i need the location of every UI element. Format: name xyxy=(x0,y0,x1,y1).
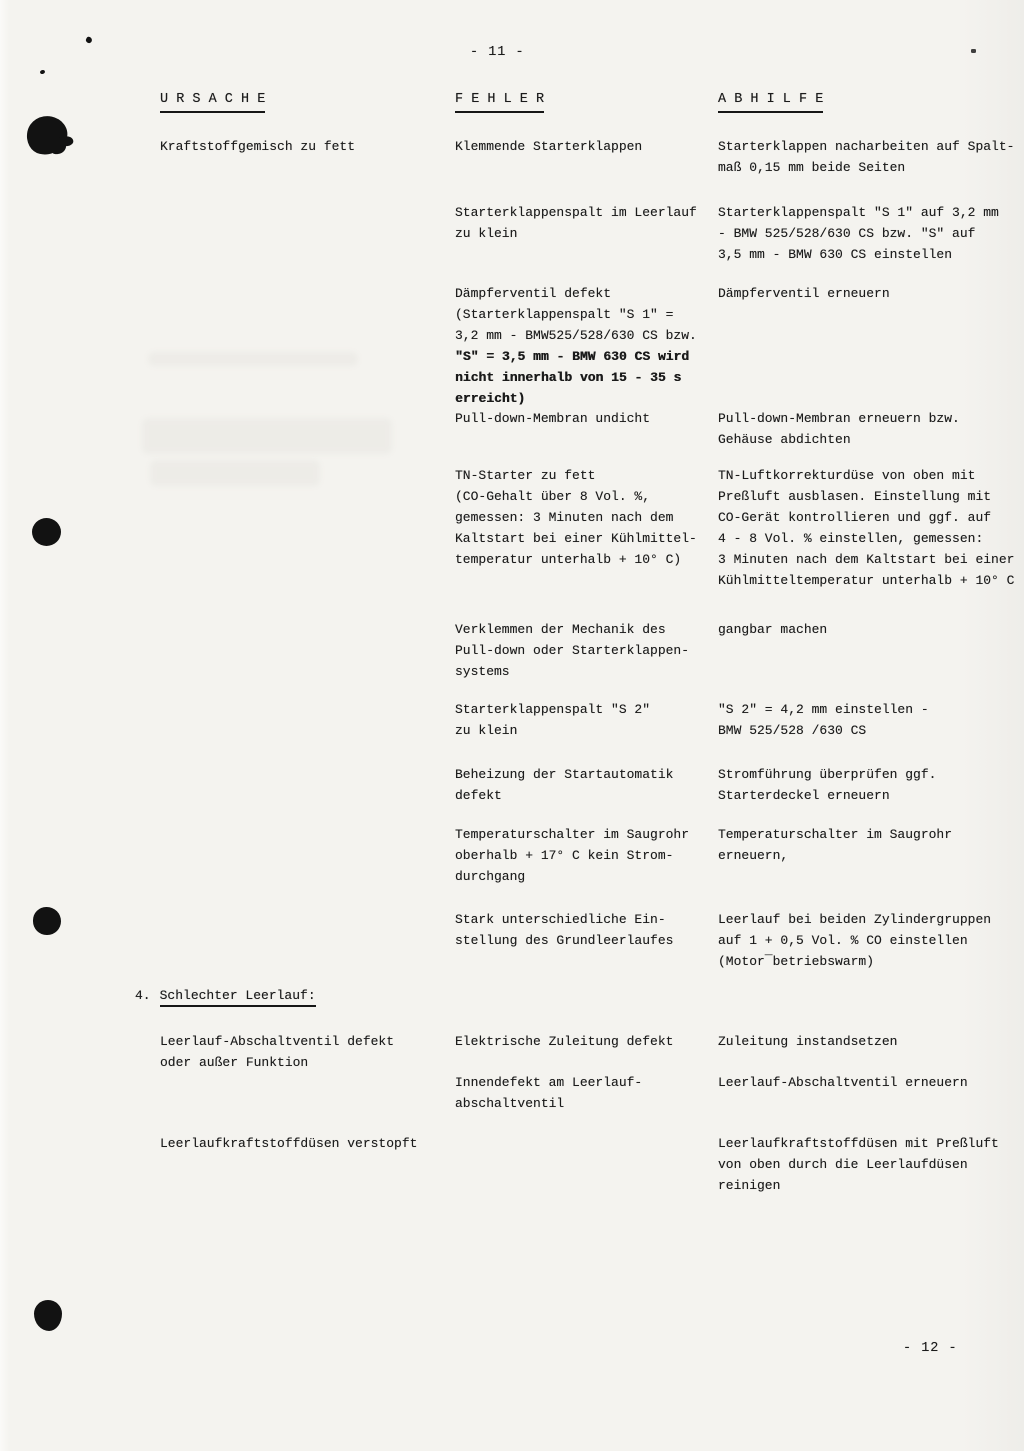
section-number: 4. xyxy=(135,988,151,1003)
fehler-cell xyxy=(455,764,673,806)
text-line: nicht innerhalb von 15 - 35 s xyxy=(455,370,682,385)
text-line: gemessen: 3 Minuten nach dem xyxy=(455,510,674,525)
fehler-cell xyxy=(455,824,689,887)
ink-speck xyxy=(971,49,976,53)
text-line: systems xyxy=(455,664,510,679)
abhilfe-cell xyxy=(718,824,952,866)
text-line: Pull-down-Membran erneuern bzw. xyxy=(718,411,960,426)
text-line: durchgang xyxy=(455,869,526,884)
abhilfe-cell xyxy=(718,408,960,450)
text-line: Leerlauf-Abschaltventil defekt xyxy=(160,1034,395,1049)
text-line: Leerlauf-Abschaltventil erneuern xyxy=(718,1075,968,1090)
column-header-ursache: U R S A C H E xyxy=(160,92,265,113)
text-line: TN-Luftkorrekturdüse von oben mit xyxy=(718,468,976,483)
text-line: BMW 525/528 /630 CS xyxy=(718,723,867,738)
text-line: Kaltstart bei einer Kühlmittel- xyxy=(455,531,697,546)
ursache-cell xyxy=(160,1133,417,1154)
text-line: reinigen xyxy=(718,1178,781,1193)
abhilfe-cell xyxy=(718,1133,999,1196)
fehler-cell xyxy=(455,699,650,741)
hole-punch-mark xyxy=(33,907,61,935)
text-line: Beheizung der Startautomatik xyxy=(455,767,674,782)
text-line: 4 - 8 Vol. % einstellen, gemessen: xyxy=(718,531,984,546)
text-line: gangbar machen xyxy=(718,622,828,637)
bleed-through-smudge xyxy=(142,418,392,454)
abhilfe-cell xyxy=(718,136,1014,178)
text-line: Starterdeckel erneuern xyxy=(718,788,890,803)
text-line: Elektrische Zuleitung defekt xyxy=(455,1034,674,1049)
text-line: abschaltventil xyxy=(455,1096,565,1111)
text-line: Kühlmitteltemperatur unterhalb + 10° C xyxy=(718,573,1015,588)
fehler-cell xyxy=(455,408,650,429)
abhilfe-cell xyxy=(718,1072,968,1093)
text-line: oberhalb + 17° C kein Strom- xyxy=(455,848,674,863)
text-line: CO-Gerät kontrollieren und ggf. auf xyxy=(718,510,992,525)
page-number-bottom: - 12 - xyxy=(903,1341,958,1356)
column-header-fehler: F E H L E R xyxy=(455,92,544,113)
bleed-through-smudge xyxy=(150,460,320,486)
text-line: Zuleitung instandsetzen xyxy=(718,1034,898,1049)
fehler-cell xyxy=(455,1072,642,1114)
section-title: Schlechter Leerlauf: xyxy=(160,988,316,1007)
text-line: temperatur unterhalb + 10° C) xyxy=(455,552,682,567)
text-line: Stromführung überprüfen ggf. xyxy=(718,767,937,782)
text-line: Starterklappenspalt "S 2" xyxy=(455,702,651,717)
text-line: Verklemmen der Mechanik des xyxy=(455,622,666,637)
text-line: 3,2 mm - BMW525/528/630 CS bzw. xyxy=(455,328,697,343)
text-line: Temperaturschalter im Saugrohr xyxy=(718,827,953,842)
page-number-top: - 11 - xyxy=(470,45,525,60)
text-line: oder außer Funktion xyxy=(160,1055,309,1070)
fehler-cell xyxy=(455,619,689,682)
text-line: "S 2" = 4,2 mm einstellen - xyxy=(718,702,929,717)
text-line: Innendefekt am Leerlauf- xyxy=(455,1075,643,1090)
text-line: Starterklappen nacharbeiten auf Spalt- xyxy=(718,139,1015,154)
ursache-cell xyxy=(160,1031,394,1073)
text-line: "S" = 3,5 mm - BMW 630 CS wird xyxy=(455,349,690,364)
text-line: 3,5 mm - BMW 630 CS einstellen xyxy=(718,247,953,262)
text-line: zu klein xyxy=(455,226,518,241)
text-line: (Starterklappenspalt "S 1" = xyxy=(455,307,674,322)
fehler-cell xyxy=(455,202,697,244)
text-line: erneuern, xyxy=(718,848,789,863)
text-line: stellung des Grundleerlaufes xyxy=(455,933,674,948)
ink-speck xyxy=(40,69,46,74)
hole-punch-mark xyxy=(32,518,61,546)
text-line: Gehäuse abdichten xyxy=(718,432,851,447)
text-line: Starterklappenspalt im Leerlauf xyxy=(455,205,697,220)
text-line: Leerlaufkraftstoffdüsen verstopft xyxy=(160,1136,418,1151)
text-line: - BMW 525/528/630 CS bzw. "S" auf xyxy=(718,226,976,241)
abhilfe-cell xyxy=(718,202,999,265)
abhilfe-cell xyxy=(718,619,827,640)
text-line: auf 1 + 0,5 Vol. % CO einstellen xyxy=(718,933,968,948)
hole-punch-mark xyxy=(34,1300,62,1331)
abhilfe-cell xyxy=(718,283,890,304)
text-line: Starterklappenspalt "S 1" auf 3,2 mm xyxy=(718,205,999,220)
text-line: Preßluft ausblasen. Einstellung mit xyxy=(718,489,992,504)
abhilfe-cell xyxy=(718,465,1014,591)
abhilfe-cell xyxy=(718,1031,897,1052)
text-line: erreicht) xyxy=(455,391,526,406)
fehler-cell xyxy=(455,136,642,157)
ursache-cell xyxy=(160,136,355,157)
hole-punch-mark xyxy=(23,112,70,158)
text-line: Leerlauf bei beiden Zylindergruppen xyxy=(718,912,992,927)
text-line: Pull-down oder Starterklappen- xyxy=(455,643,690,658)
text-line: Stark unterschiedliche Ein- xyxy=(455,912,666,927)
text-line: Kraftstoffgemisch zu fett xyxy=(160,139,356,154)
text-line: 3 Minuten nach dem Kaltstart bei einer xyxy=(718,552,1015,567)
text-line: (Motor¯betriebswarm) xyxy=(718,954,875,969)
section-heading xyxy=(135,988,316,1003)
column-header-abhilfe: A B H I L F E xyxy=(718,92,823,113)
abhilfe-cell xyxy=(718,909,991,972)
text-line: zu klein xyxy=(455,723,518,738)
text-line: Dämpferventil erneuern xyxy=(718,286,890,301)
text-line: Dämpferventil defekt xyxy=(455,286,612,301)
text-line: Klemmende Starterklappen xyxy=(455,139,643,154)
text-line: Pull-down-Membran undicht xyxy=(455,411,651,426)
text-line: maß 0,15 mm beide Seiten xyxy=(718,160,906,175)
abhilfe-cell xyxy=(718,764,936,806)
ink-speck xyxy=(85,36,93,44)
text-line: TN-Starter zu fett xyxy=(455,468,596,483)
fehler-cell xyxy=(455,283,697,409)
text-line: (CO-Gehalt über 8 Vol. %, xyxy=(455,489,651,504)
bleed-through-smudge xyxy=(148,352,358,366)
text-line: Leerlaufkraftstoffdüsen mit Preßluft xyxy=(718,1136,999,1151)
text-line: von oben durch die Leerlaufdüsen xyxy=(718,1157,968,1172)
abhilfe-cell xyxy=(718,699,929,741)
text-line: defekt xyxy=(455,788,502,803)
fehler-cell xyxy=(455,1031,673,1052)
text-line: Temperaturschalter im Saugrohr xyxy=(455,827,690,842)
fehler-cell xyxy=(455,465,697,570)
fehler-cell xyxy=(455,909,673,951)
